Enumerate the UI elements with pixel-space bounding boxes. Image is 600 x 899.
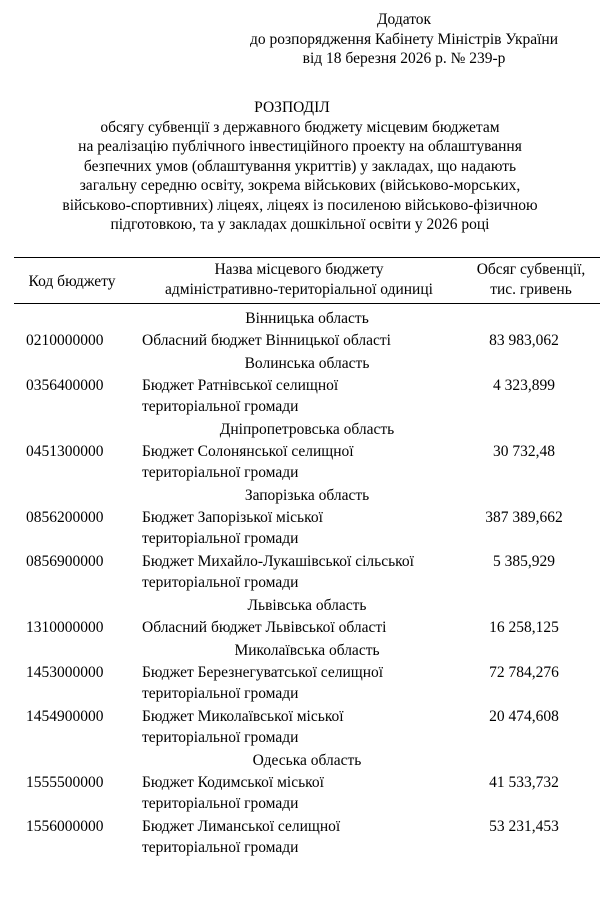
column-header-amount-line: Обсяг субвенції,: [476, 261, 586, 278]
column-header-amount: [462, 260, 600, 300]
budget-code: 0451300000: [26, 443, 104, 460]
budget-name-line: Бюджет Березнегуватської селищної: [142, 664, 384, 681]
region-heading: Волинська область: [244, 355, 370, 372]
column-header-name-line: Назва місцевого бюджету: [214, 261, 384, 278]
budget-code: 0856200000: [26, 509, 104, 526]
table-row: [14, 662, 600, 706]
subvention-amount: 30 732,48: [493, 443, 555, 460]
addendum-order-ref: до розпорядження Кабінету Міністрів України: [250, 30, 558, 48]
table-row: [14, 375, 600, 419]
region-heading: Запорізька область: [244, 487, 370, 504]
budget-name-line: територіальної громади: [142, 464, 299, 481]
title-line: загальну середню освіту, зокрема військових (військово-морських,: [79, 177, 521, 194]
subvention-amount: 20 474,608: [489, 708, 559, 725]
subvention-amount: 83 983,062: [489, 332, 559, 349]
budget-name-line: Обласний бюджет Львівської області: [142, 619, 387, 636]
subvention-amount: 53 231,453: [489, 818, 559, 835]
table-row: [14, 617, 600, 640]
budget-name-line: Бюджет Михайло-Лукашівської сільської: [142, 553, 414, 570]
budget-name-line: територіальної громади: [142, 398, 299, 415]
table-row: [14, 551, 600, 595]
subvention-amount: 41 533,732: [489, 774, 559, 791]
budget-code: 1310000000: [26, 619, 104, 636]
budget-code: 0356400000: [26, 377, 104, 394]
region-heading: Львівська область: [247, 597, 367, 614]
table-row: [14, 330, 600, 353]
title-line: на реалізацію публічного інвестиційного проекту на облаштування: [78, 138, 522, 155]
budget-name-line: територіальної громади: [142, 729, 299, 746]
budget-name: [142, 441, 462, 483]
budget-name-line: територіальної громади: [142, 530, 299, 547]
budget-name: [142, 507, 462, 549]
table-row: [14, 706, 600, 750]
region-heading: Одеська область: [252, 752, 362, 769]
subvention-amount: 5 385,929: [493, 553, 555, 570]
subvention-amount: 16 258,125: [489, 619, 559, 636]
column-header-name-line: адміністративно-територіальної одиниці: [165, 281, 433, 298]
budget-name-line: територіальної громади: [142, 685, 299, 702]
budget-name-line: територіальної громади: [142, 574, 299, 591]
title-line: підготовкою, та у закладах дошкільної освіти у 2026 році: [110, 216, 490, 233]
addendum-label: Додаток: [376, 11, 432, 28]
region-heading: Вінницька область: [245, 310, 369, 327]
table-row: [14, 772, 600, 816]
region-heading: Миколаївська область: [234, 642, 380, 659]
budget-code: 1555500000: [26, 774, 104, 791]
table-row: [14, 441, 600, 485]
budget-name-line: Бюджет Солонянської селищної: [142, 443, 354, 460]
budget-name-line: територіальної громади: [142, 839, 299, 856]
budget-name: [142, 375, 462, 417]
budget-name-line: Бюджет Лиманської селищної: [142, 818, 341, 835]
subvention-amount: 387 389,662: [485, 509, 563, 526]
budget-code: 0210000000: [26, 332, 104, 349]
budget-name: [142, 617, 462, 638]
budget-code: 0856900000: [26, 553, 104, 570]
column-header-code: Код бюджету: [28, 273, 116, 290]
title-line: обсягу субвенції з державного бюджету місцевим бюджетам: [100, 118, 500, 136]
budget-name: [142, 662, 462, 704]
budget-code: 1454900000: [26, 708, 104, 725]
budget-name: [142, 551, 462, 593]
title-line: безпечних умов (облаштування укриттів) у закладах, що надають: [83, 157, 517, 175]
table-body: [14, 308, 600, 860]
budget-name: [142, 772, 462, 814]
table-top-rule: [14, 257, 600, 258]
table-header-rule: [14, 303, 600, 304]
budget-code: 1556000000: [26, 818, 104, 835]
addendum-header: [250, 10, 558, 69]
subvention-amount: 4 323,899: [493, 377, 555, 394]
budget-name-line: Бюджет Ратнівської селищної: [142, 377, 339, 394]
region-heading: Дніпропетровська область: [219, 421, 395, 438]
budget-name: [142, 330, 462, 351]
table-row: [14, 507, 600, 551]
budget-name-line: територіальної громади: [142, 795, 299, 812]
budget-name: [142, 706, 462, 748]
budget-name-line: Обласний бюджет Вінницької області: [142, 332, 391, 349]
column-header-amount-line: тис. гривень: [490, 281, 572, 298]
budget-code: 1453000000: [26, 664, 104, 681]
addendum-date: від 18 березня 2026 р. № 239-р: [302, 50, 506, 67]
budget-name-line: Бюджет Миколаївської міської: [142, 708, 344, 725]
title-line: військово-спортивних) ліцеях, ліцеях із посиленою військово-фізичною: [62, 196, 538, 214]
document-title: [0, 98, 600, 235]
title-heading: РОЗПОДІЛ: [254, 99, 330, 116]
table-row: [14, 816, 600, 860]
budget-name-line: Бюджет Кодимської міської: [142, 774, 324, 791]
budget-name: [142, 816, 462, 858]
budget-name-line: Бюджет Запорізької міської: [142, 509, 323, 526]
column-header-name: [140, 260, 458, 300]
subvention-amount: 72 784,276: [489, 664, 559, 681]
